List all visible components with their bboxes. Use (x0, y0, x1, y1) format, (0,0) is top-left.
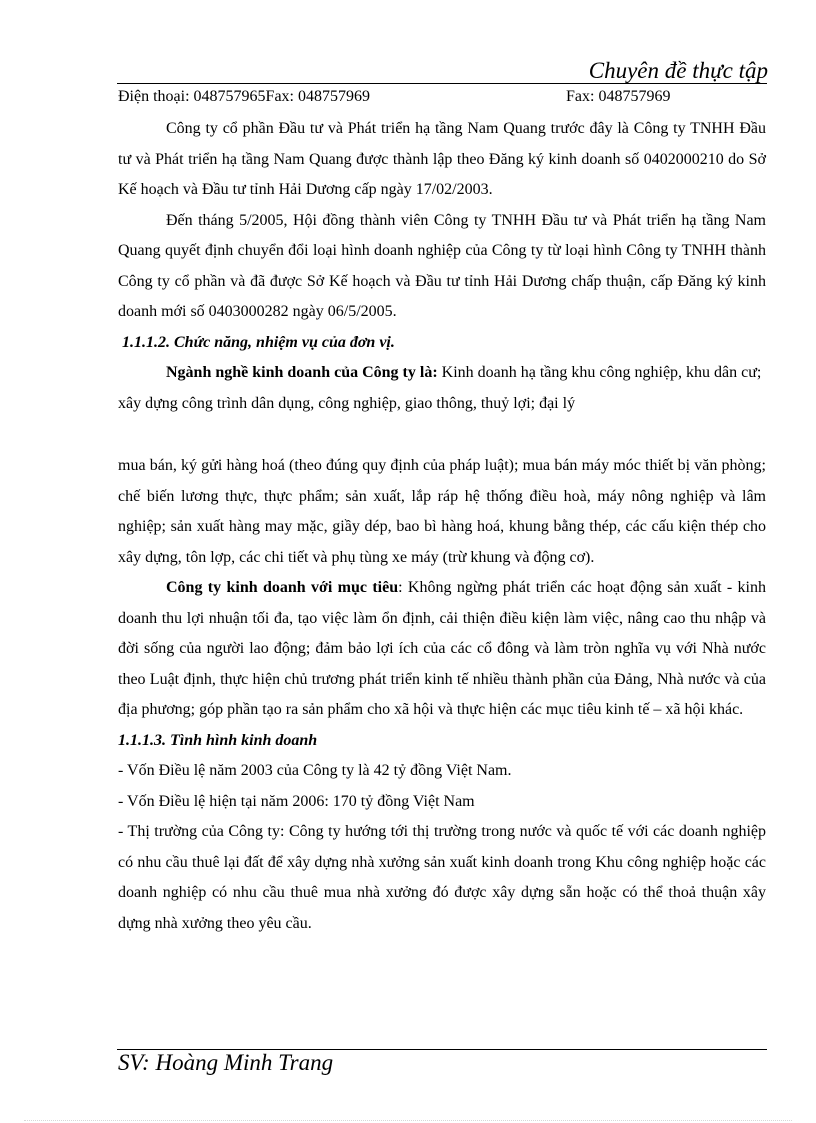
paragraph-business-lines (118, 358, 766, 419)
fax-text: Fax: 048757969 (566, 88, 671, 105)
bullet-capital-2006: - Vốn Điều lệ hiện tại năm 2006: 170 tỷ đồng Việt Nam (118, 792, 475, 810)
paragraph-history: Công ty cổ phần Đầu tư và Phát triển hạ tầng Nam Quang trước đây là Công ty TNHH Đầu tư và Phát triển hạ tầng Nam Quang được thành lập theo Đăng ký kinh doanh số 0402000210 do Sở Kế hoạch và Đầu tư tỉnh Hải Dương cấp ngày 17/02/2003. (118, 120, 766, 198)
bullet-market: - Thị trường của Công ty: Công ty hướng tới thị trường trong nước và quốc tế với các doanh nghiệp có nhu cầu thuê lại đất để xây dựng nhà xưởng sản xuất kinh doanh trong Khu công nghiệp hoặc các doanh nghiệp có nhu cầu thuê mua nhà xưởng đó được xây dựng sẵn hoặc có thể thoả thuận xây dựng nhà xưởng theo yêu cầu. (118, 823, 766, 932)
paragraph-conversion: Đến tháng 5/2005, Hội đồng thành viên Công ty TNHH Đầu tư và Phát triển hạ tầng Nam Quang quyết định chuyển đổi loại hình doanh nghiệp của Công ty từ loại hình Công ty TNHH thành Công ty cổ phần và đã được Sở Kế hoạch và Đầu tư tỉnh Hải Dương chấp thuận, cấp Đăng ký kinh doanh mới số 0403000282 ngày 06/5/2005. (118, 211, 766, 320)
header-title: Chuyên đề thực tập (588, 58, 768, 83)
business-lines-text: Kinh doanh hạ tầng khu công nghiệp, khu dân cư; xây dựng công trình dân dụng, công nghiệp, giao thông, thuỷ lợi; đại lý (118, 364, 762, 412)
header-divider (117, 83, 767, 84)
page-bottom-dotted-line (24, 1120, 792, 1121)
business-lines-label: Ngành nghề kinh doanh của Công ty là: (166, 364, 438, 381)
objectives-label: Công ty kinh doanh với mục tiêu (166, 579, 399, 596)
section-heading-functions: 1.1.1.2. Chức năng, nhiệm vụ của đơn vị. (122, 333, 395, 351)
paragraph-objectives (118, 573, 766, 726)
phone-fax-text: Điện thoại: 048757965Fax: 048757969 (118, 88, 370, 105)
objectives-text: : Không ngừng phát triển các hoạt động sản xuất - kinh doanh thu lợi nhuận tối đa, tạo việc làm ổn định, cải thiện điều kiện làm việc, nâng cao thu nhập và đời sống của người lao động; đảm bảo lợi ích của các cổ đông và làm tròn nghĩa vụ với Nhà nước theo Luật định, thực hiện chủ trương phát triển kinh tế nhiều thành phần của Đảng, Nhà nước và của địa phương; góp phần tạo ra sản phẩm cho xã hội và thực hiện các mục tiêu kinh tế – xã hội khác. (118, 579, 766, 718)
footer-student-name: SV: Hoàng Minh Trang (118, 1050, 334, 1075)
bullet-capital-2003: - Vốn Điều lệ năm 2003 của Công ty là 42 tỷ đồng Việt Nam. (118, 762, 512, 779)
document-body (118, 114, 766, 939)
paragraph-business-lines-cont: mua bán, ký gửi hàng hoá (theo đúng quy định của pháp luật); mua bán máy móc thiết bị văn phòng; chế biến lương thực, thực phẩm; sản xuất, lắp ráp hệ thống điều hoà, máy nông nghiệp và lâm nghiệp; sản xuất hàng may mặc, giầy dép, bao bì hàng hoá, khung bằng thép, các cấu kiện thép cho xây dựng, tôn lợp, các chi tiết và phụ tùng xe máy (trừ khung và động cơ). (118, 457, 766, 566)
section-heading-business: 1.1.1.3. Tình hình kinh doanh (118, 731, 318, 749)
contact-line (118, 88, 768, 106)
page-gap (118, 419, 766, 451)
